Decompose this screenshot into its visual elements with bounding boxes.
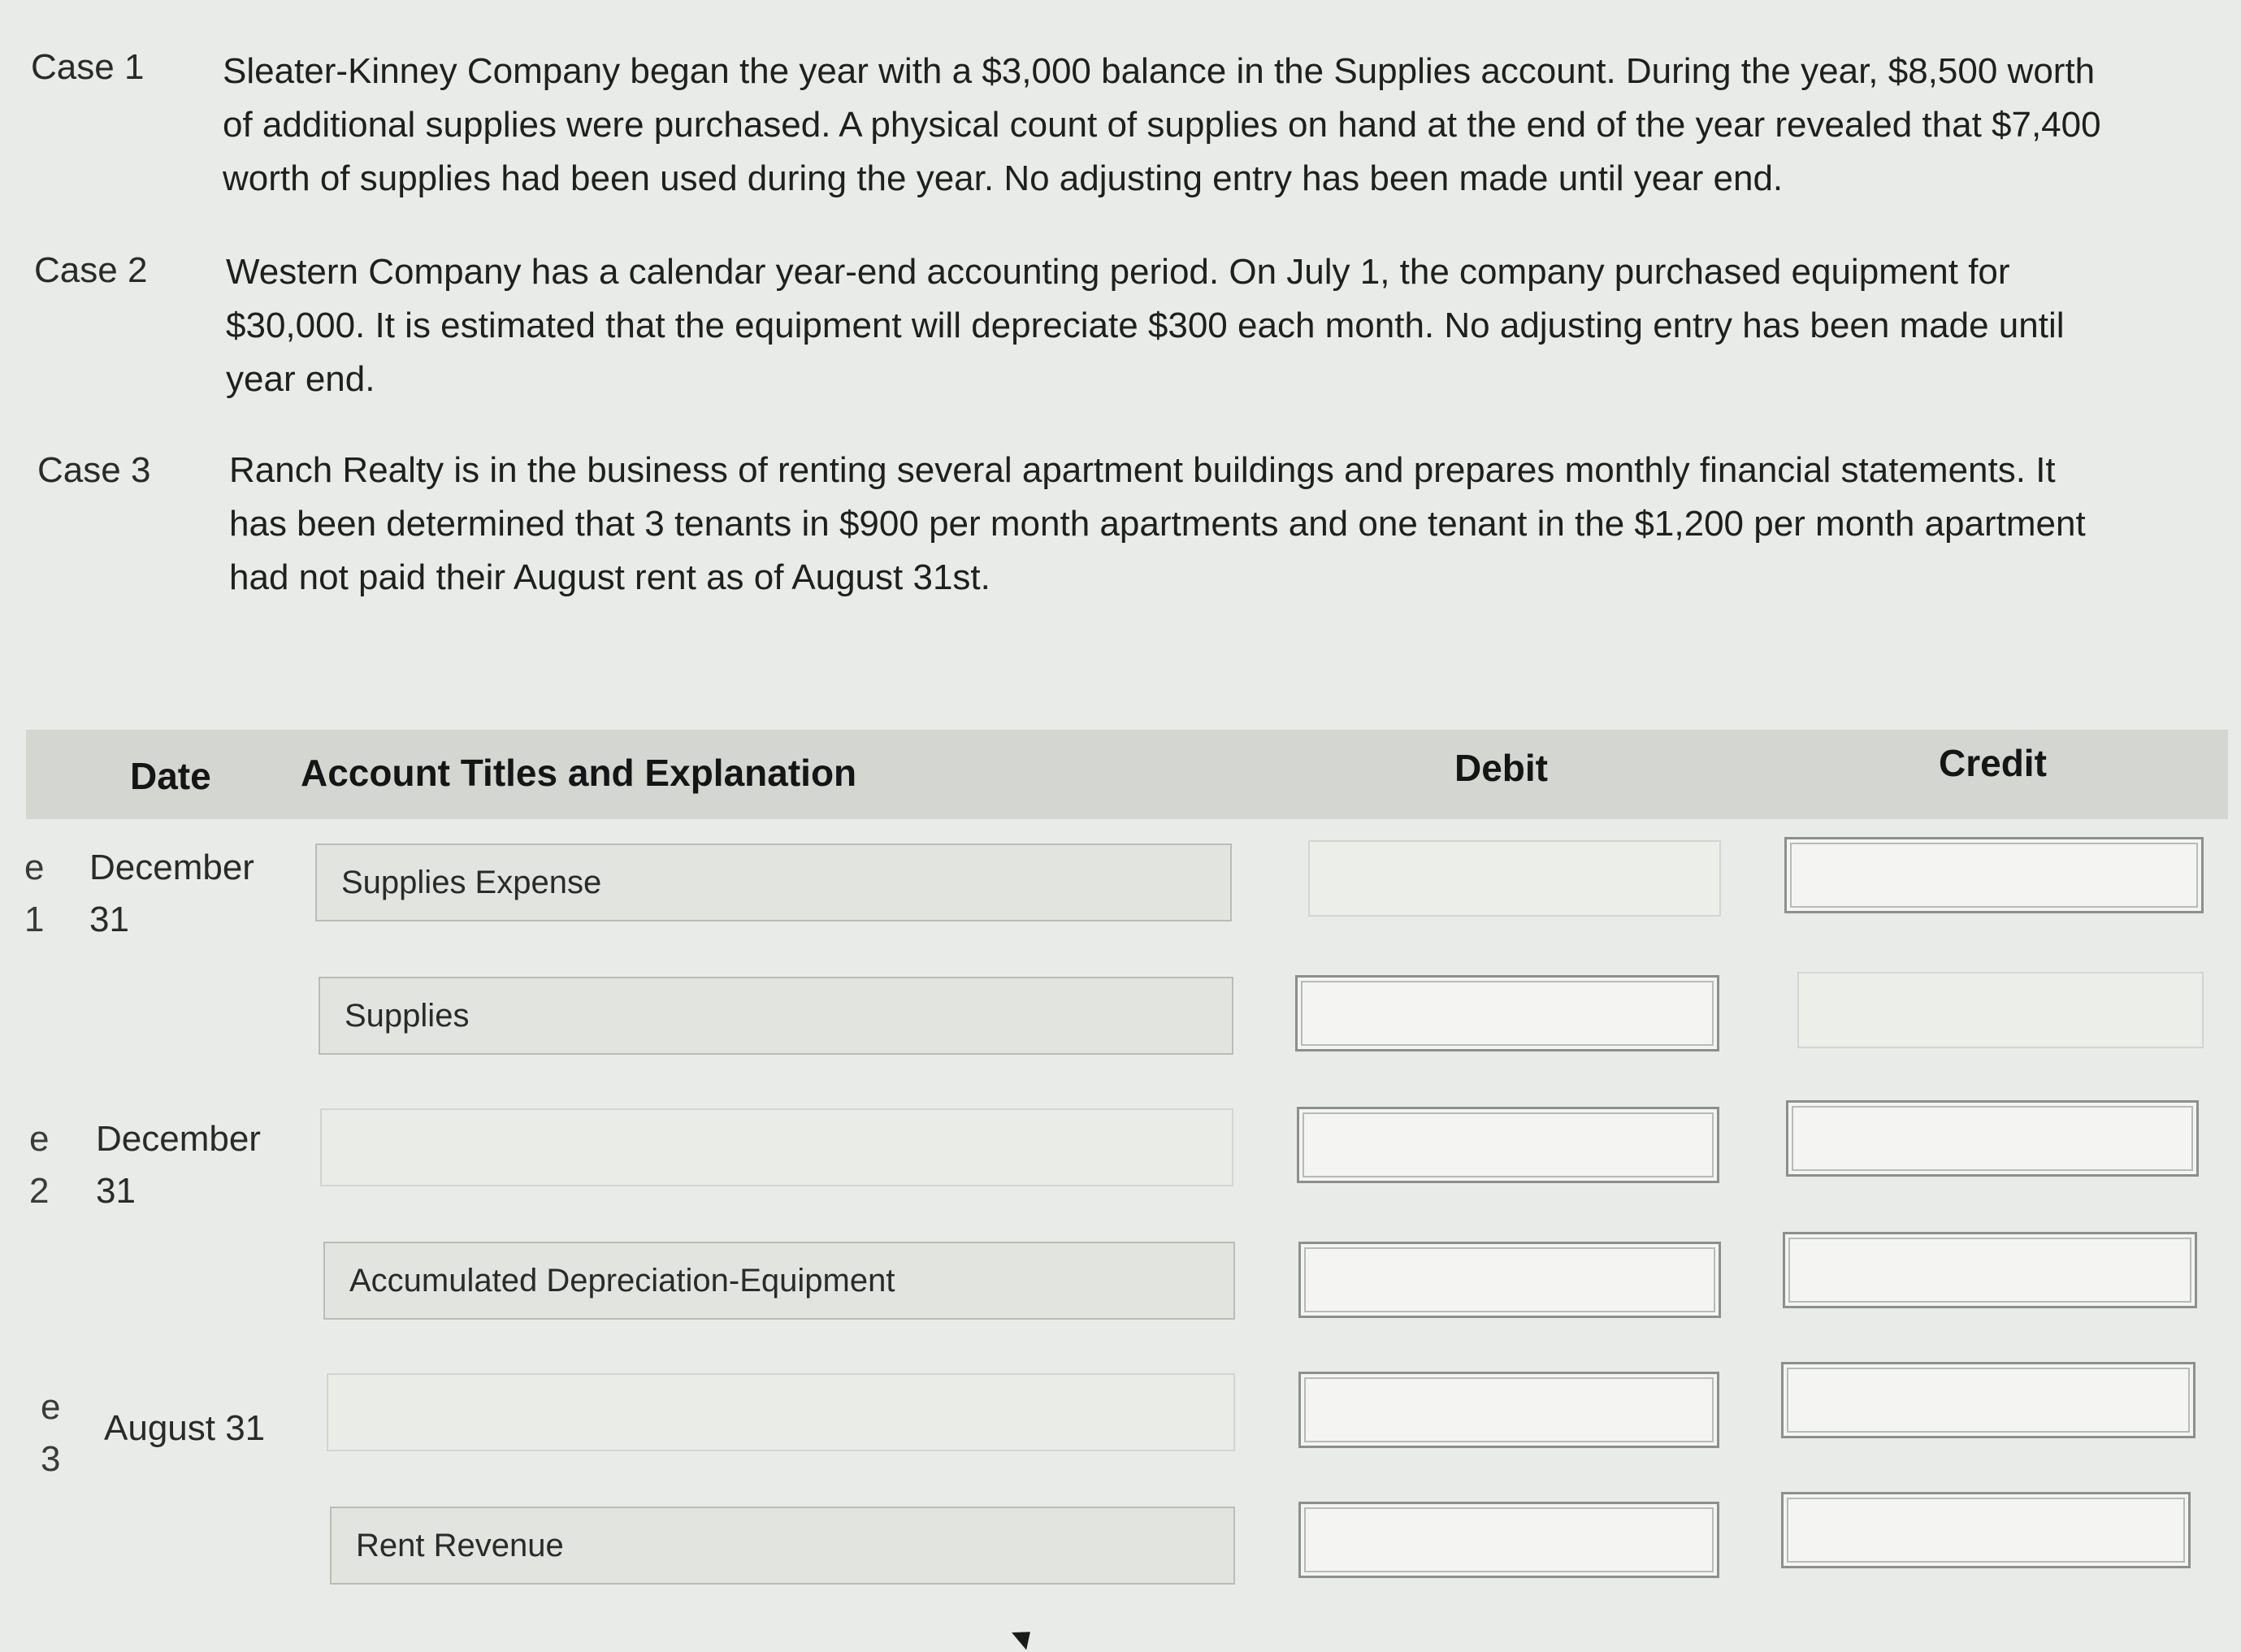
case-2-label: Case 2	[34, 250, 148, 290]
case-2-line-2: $30,000. It is estimated that the equipment will depreciate $300 each month. No adjusting entry has been made until	[226, 306, 2065, 345]
debit-column-header: Debit	[1454, 747, 1548, 789]
row-1-debit-field[interactable]	[1308, 840, 1721, 917]
row-3-account-field[interactable]	[320, 1108, 1233, 1186]
row-5-case-label	[41, 1381, 60, 1485]
row-1-date	[89, 842, 254, 946]
row-5-date-text: August 31	[104, 1408, 266, 1448]
row-4-credit-field[interactable]	[1783, 1232, 2197, 1308]
case-3-line-2: has been determined that 3 tenants in $900 per month apartments and one tenant in the $1,200 per month apartment	[229, 504, 2086, 544]
row-6-account-field[interactable]: Rent Revenue	[330, 1507, 1235, 1585]
row-3-debit-field[interactable]	[1297, 1107, 1719, 1183]
row-1-account-field[interactable]: Supplies Expense	[315, 843, 1232, 921]
case-2-description	[226, 245, 2200, 406]
case-1-line-3: worth of supplies had been used during the year. No adjusting entry has been made until year end.	[223, 158, 1784, 198]
mouse-pointer-icon	[1012, 1623, 1038, 1650]
row-3-case-top: e	[29, 1119, 50, 1159]
row-3-case-label	[29, 1113, 49, 1217]
row-3-case-number: 2	[29, 1171, 50, 1211]
case-1-line-2: of additional supplies were purchased. A physical count of supplies on hand at the end of the year revealed that $7,400	[223, 105, 2101, 145]
row-1-case-label	[24, 842, 44, 946]
case-1-line-1: Sleater-Kinney Company began the year with a $3,000 balance in the Supplies account. During the year, $8,500 worth	[223, 51, 2096, 91]
row-5-account-field[interactable]	[327, 1373, 1235, 1451]
row-5-credit-field[interactable]	[1781, 1362, 2195, 1438]
row-2-account-field[interactable]: Supplies	[319, 977, 1233, 1055]
case-3-line-1: Ranch Realty is in the business of renting several apartment buildings and prepares monthly financial statements. It	[229, 450, 2056, 490]
credit-column-header: Credit	[1939, 742, 2047, 784]
row-5-date	[104, 1403, 265, 1455]
case-3-line-3: had not paid their August rent as of August 31st.	[229, 557, 990, 597]
row-1-case-number: 1	[24, 900, 45, 939]
row-2-credit-field[interactable]	[1797, 972, 2204, 1048]
case-2-line-3: year end.	[226, 359, 375, 399]
row-1-case-top: e	[24, 848, 45, 887]
row-5-case-number: 3	[41, 1439, 61, 1479]
row-6-credit-field[interactable]	[1781, 1492, 2191, 1568]
row-4-debit-field[interactable]	[1298, 1242, 1721, 1318]
row-3-date	[96, 1113, 261, 1217]
row-3-date-month: December	[96, 1119, 261, 1159]
row-1-credit-field[interactable]	[1784, 837, 2204, 913]
case-3-description	[229, 444, 2204, 605]
row-3-credit-field[interactable]	[1786, 1100, 2199, 1177]
row-2-debit-field[interactable]	[1295, 975, 1719, 1051]
row-1-date-day: 31	[89, 900, 129, 939]
row-4-account-field[interactable]: Accumulated Depreciation-Equipment	[323, 1242, 1235, 1320]
row-5-case-top: e	[41, 1387, 61, 1427]
case-1-description	[223, 45, 2197, 206]
case-1-label: Case 1	[31, 47, 145, 87]
row-3-date-day: 31	[96, 1171, 136, 1211]
case-2-line-1: Western Company has a calendar year-end accounting period. On July 1, the company purchased equipment for	[226, 252, 2010, 292]
row-6-debit-field[interactable]	[1298, 1502, 1719, 1578]
date-column-header: Date	[130, 755, 211, 797]
row-5-debit-field[interactable]	[1298, 1372, 1719, 1448]
case-3-label: Case 3	[37, 450, 151, 490]
row-1-date-month: December	[89, 848, 254, 887]
account-column-header: Account Titles and Explanation	[301, 752, 857, 794]
